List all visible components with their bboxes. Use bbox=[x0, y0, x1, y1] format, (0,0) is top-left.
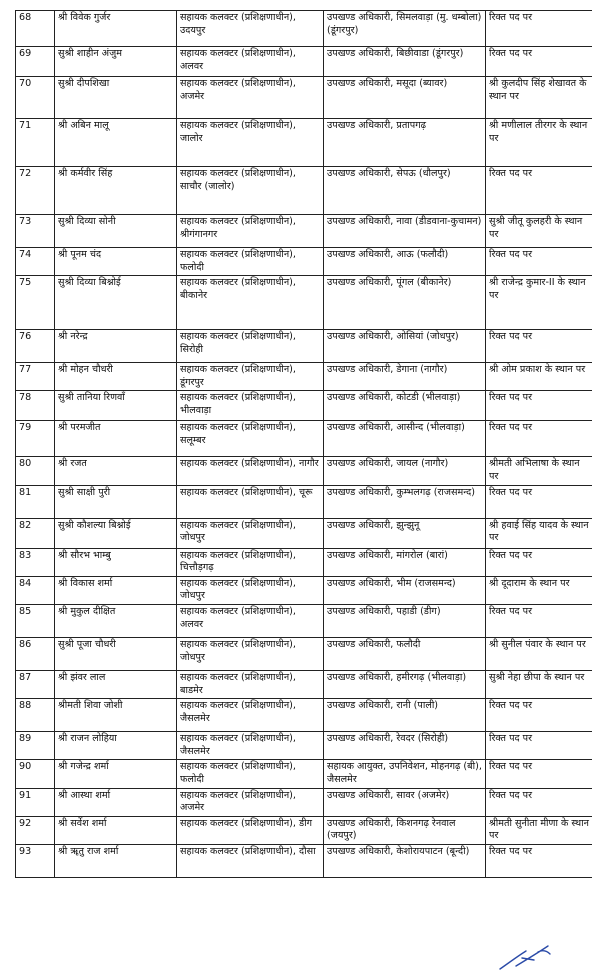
remark-cell: रिक्त पद पर bbox=[486, 330, 592, 363]
remark-cell: रिक्त पद पर bbox=[486, 788, 592, 816]
officer-name-cell: श्री कर्मवीर सिंह bbox=[55, 167, 177, 215]
table-row bbox=[16, 391, 592, 421]
current-post-cell: सहायक कलक्टर (प्रशिक्षणाधीन), भीलवाड़ा bbox=[177, 391, 324, 421]
officer-name-cell: श्री विकास शर्मा bbox=[55, 576, 177, 604]
table-row bbox=[16, 363, 592, 391]
new-posting-cell: उपखण्ड अधिकारी, केशोरायपाटन (बून्दी) bbox=[324, 844, 486, 877]
table-row bbox=[16, 11, 592, 47]
officer-name-cell: श्री सौरभ भाम्बु bbox=[55, 548, 177, 576]
table-row bbox=[16, 215, 592, 248]
serial-number-cell: 92 bbox=[16, 816, 55, 844]
remark-cell: रिक्त पद पर bbox=[486, 548, 592, 576]
serial-number-cell: 84 bbox=[16, 576, 55, 604]
table-row bbox=[16, 276, 592, 330]
serial-number-cell: 68 bbox=[16, 11, 55, 47]
remark-cell: रिक्त पद पर bbox=[486, 485, 592, 518]
table-row bbox=[16, 844, 592, 877]
table-row bbox=[16, 732, 592, 760]
serial-number-cell: 89 bbox=[16, 732, 55, 760]
table-row bbox=[16, 167, 592, 215]
serial-number-cell: 91 bbox=[16, 788, 55, 816]
new-posting-cell: उपखण्ड अधिकारी, प्रतापगढ़ bbox=[324, 119, 486, 167]
new-posting-cell: उपखण्ड अधिकारी, भीम (राजसमन्द) bbox=[324, 576, 486, 604]
new-posting-cell: उपखण्ड अधिकारी, कुम्भलगढ़ (राजसमन्द) bbox=[324, 485, 486, 518]
officer-name-cell: श्री विवेक गुर्जर bbox=[55, 11, 177, 47]
serial-number-cell: 77 bbox=[16, 363, 55, 391]
signature-mark bbox=[496, 942, 556, 972]
current-post-cell: सहायक कलक्टर (प्रशिक्षणाधीन), दौसा bbox=[177, 844, 324, 877]
current-post-cell: सहायक कलक्टर (प्रशिक्षणाधीन), बाडमेर bbox=[177, 670, 324, 698]
table-row bbox=[16, 548, 592, 576]
serial-number-cell: 69 bbox=[16, 47, 55, 77]
officer-name-cell: श्री पूनम चंद bbox=[55, 248, 177, 276]
current-post-cell: सहायक कलक्टर (प्रशिक्षणाधीन), फलोदी bbox=[177, 760, 324, 788]
table-row bbox=[16, 816, 592, 844]
officer-name-cell: श्री अबिन मालू bbox=[55, 119, 177, 167]
officer-name-cell: सुश्री तानिया रिणवाँ bbox=[55, 391, 177, 421]
current-post-cell: सहायक कलक्टर (प्रशिक्षणाधीन), डूंगरपुर bbox=[177, 363, 324, 391]
table-row bbox=[16, 485, 592, 518]
new-posting-cell: उपखण्ड अधिकारी, सावर (अजमेर) bbox=[324, 788, 486, 816]
serial-number-cell: 80 bbox=[16, 457, 55, 485]
officer-name-cell: सुश्री दिव्या सोनी bbox=[55, 215, 177, 248]
remark-cell: श्री ओम प्रकाश के स्थान पर bbox=[486, 363, 592, 391]
remark-cell: श्री कुलदीप सिंह शेखावत के स्थान पर bbox=[486, 77, 592, 119]
new-posting-cell: उपखण्ड अधिकारी, मसूदा (ब्यावर) bbox=[324, 77, 486, 119]
officer-name-cell: श्री रजत bbox=[55, 457, 177, 485]
new-posting-cell: उपखण्ड अधिकारी, डेगाना (नागौर) bbox=[324, 363, 486, 391]
remark-cell: सुश्री जीतू कुलहरी के स्थान पर bbox=[486, 215, 592, 248]
remark-cell: रिक्त पद पर bbox=[486, 47, 592, 77]
table-row bbox=[16, 248, 592, 276]
current-post-cell: सहायक कलक्टर (प्रशिक्षणाधीन), नागौर bbox=[177, 457, 324, 485]
current-post-cell: सहायक कलक्टर (प्रशिक्षणाधीन), जैसलमेर bbox=[177, 732, 324, 760]
current-post-cell: सहायक कलक्टर (प्रशिक्षणाधीन), अजमेर bbox=[177, 77, 324, 119]
new-posting-cell: उपखण्ड अधिकारी, ओसियां (जोधपुर) bbox=[324, 330, 486, 363]
serial-number-cell: 86 bbox=[16, 637, 55, 670]
table-row bbox=[16, 77, 592, 119]
remark-cell: रिक्त पद पर bbox=[486, 760, 592, 788]
table-row bbox=[16, 670, 592, 698]
officer-name-cell: श्रीमती शिवा जोशी bbox=[55, 699, 177, 732]
remark-cell: रिक्त पद पर bbox=[486, 699, 592, 732]
table-row bbox=[16, 788, 592, 816]
current-post-cell: सहायक कलक्टर (प्रशिक्षणाधीन), श्रीगंगानगर bbox=[177, 215, 324, 248]
serial-number-cell: 83 bbox=[16, 548, 55, 576]
serial-number-cell: 73 bbox=[16, 215, 55, 248]
table-row bbox=[16, 119, 592, 167]
current-post-cell: सहायक कलक्टर (प्रशिक्षणाधीन), जालोर bbox=[177, 119, 324, 167]
remark-cell: रिक्त पद पर bbox=[486, 421, 592, 457]
current-post-cell: सहायक कलक्टर (प्रशिक्षणाधीन), सलूम्बर bbox=[177, 421, 324, 457]
remark-cell: रिक्त पद पर bbox=[486, 604, 592, 637]
current-post-cell: सहायक कलक्टर (प्रशिक्षणाधीन), चूरू bbox=[177, 485, 324, 518]
new-posting-cell: उपखण्ड अधिकारी, सिमलवाड़ा (मु. धम्बोला) (डूंगरपुर) bbox=[324, 11, 486, 47]
new-posting-cell: उपखण्ड अधिकारी, नावा (डीडवाना-कुचामन) bbox=[324, 215, 486, 248]
new-posting-cell: उपखण्ड अधिकारी, फलौदी bbox=[324, 637, 486, 670]
current-post-cell: सहायक कलक्टर (प्रशिक्षणाधीन), फलोदी bbox=[177, 248, 324, 276]
new-posting-cell: उपखण्ड अधिकारी, आऊ (फलौदी) bbox=[324, 248, 486, 276]
remark-cell: श्रीमती अभिलाषा के स्थान पर bbox=[486, 457, 592, 485]
new-posting-cell: उपखण्ड अधिकारी, कोटडी (भीलवाड़ा) bbox=[324, 391, 486, 421]
officer-name-cell: श्री आस्था शर्मा bbox=[55, 788, 177, 816]
serial-number-cell: 79 bbox=[16, 421, 55, 457]
officer-name-cell: सुश्री पूजा चौधरी bbox=[55, 637, 177, 670]
serial-number-cell: 74 bbox=[16, 248, 55, 276]
current-post-cell: सहायक कलक्टर (प्रशिक्षणाधीन), सिरोही bbox=[177, 330, 324, 363]
remark-cell: रिक्त पद पर bbox=[486, 167, 592, 215]
serial-number-cell: 85 bbox=[16, 604, 55, 637]
table-row bbox=[16, 47, 592, 77]
remark-cell: रिक्त पद पर bbox=[486, 248, 592, 276]
new-posting-cell: उपखण्ड अधिकारी, हमीरगढ़ (भीलवाड़ा) bbox=[324, 670, 486, 698]
remark-cell: श्री दूदाराम के स्थान पर bbox=[486, 576, 592, 604]
table-row bbox=[16, 518, 592, 548]
officer-name-cell: सुश्री दिव्या बिश्नोई bbox=[55, 276, 177, 330]
table-row bbox=[16, 330, 592, 363]
officer-name-cell: सुश्री साक्षी पुरी bbox=[55, 485, 177, 518]
table-row bbox=[16, 699, 592, 732]
posting-table-body bbox=[16, 11, 592, 878]
posting-table bbox=[15, 10, 592, 878]
current-post-cell: सहायक कलक्टर (प्रशिक्षणाधीन), जोधपुर bbox=[177, 518, 324, 548]
remark-cell: श्री हवाई सिंह यादव के स्थान पर bbox=[486, 518, 592, 548]
officer-name-cell: सुश्री कौशल्या बिश्नोई bbox=[55, 518, 177, 548]
new-posting-cell: उपखण्ड अधिकारी, किशनगढ़ रेनवाल (जयपुर) bbox=[324, 816, 486, 844]
remark-cell: रिक्त पद पर bbox=[486, 844, 592, 877]
officer-name-cell: श्री गजेन्द्र शर्मा bbox=[55, 760, 177, 788]
new-posting-cell: उपखण्ड अधिकारी, झुन्झुनू bbox=[324, 518, 486, 548]
officer-name-cell: सुश्री शाहीन अंजुम bbox=[55, 47, 177, 77]
remark-cell: श्री राजेन्द्र कुमार-II के स्थान पर bbox=[486, 276, 592, 330]
new-posting-cell: उपखण्ड अधिकारी, जायल (नागौर) bbox=[324, 457, 486, 485]
serial-number-cell: 90 bbox=[16, 760, 55, 788]
table-row bbox=[16, 421, 592, 457]
remark-cell: रिक्त पद पर bbox=[486, 11, 592, 47]
remark-cell: सुश्री नेहा छीपा के स्थान पर bbox=[486, 670, 592, 698]
serial-number-cell: 82 bbox=[16, 518, 55, 548]
serial-number-cell: 87 bbox=[16, 670, 55, 698]
current-post-cell: सहायक कलक्टर (प्रशिक्षणाधीन), उदयपुर bbox=[177, 11, 324, 47]
officer-name-cell: श्री झंवर लाल bbox=[55, 670, 177, 698]
current-post-cell: सहायक कलक्टर (प्रशिक्षणाधीन), साचौर (जालोर) bbox=[177, 167, 324, 215]
new-posting-cell: उपखण्ड अधिकारी, बिछीवाडा (डूंगरपुर) bbox=[324, 47, 486, 77]
serial-number-cell: 93 bbox=[16, 844, 55, 877]
table-row bbox=[16, 604, 592, 637]
new-posting-cell: उपखण्ड अधिकारी, पहाडी (डीग) bbox=[324, 604, 486, 637]
officer-name-cell: श्री ॠतु राज शर्मा bbox=[55, 844, 177, 877]
new-posting-cell: उपखण्ड अधिकारी, रेवदर (सिरोही) bbox=[324, 732, 486, 760]
serial-number-cell: 72 bbox=[16, 167, 55, 215]
remark-cell: श्री सुनील पंवार के स्थान पर bbox=[486, 637, 592, 670]
serial-number-cell: 81 bbox=[16, 485, 55, 518]
new-posting-cell: उपखण्ड अधिकारी, पूंगल (बीकानेर) bbox=[324, 276, 486, 330]
current-post-cell: सहायक कलक्टर (प्रशिक्षणाधीन), अजमेर bbox=[177, 788, 324, 816]
table-row bbox=[16, 637, 592, 670]
current-post-cell: सहायक कलक्टर (प्रशिक्षणाधीन), जोधपुर bbox=[177, 637, 324, 670]
officer-name-cell: सुश्री दीपशिखा bbox=[55, 77, 177, 119]
officer-name-cell: श्री मोहन चौधरी bbox=[55, 363, 177, 391]
serial-number-cell: 70 bbox=[16, 77, 55, 119]
new-posting-cell: उपखण्ड अधिकारी, मांगरोल (बारां) bbox=[324, 548, 486, 576]
officer-name-cell: श्री परमजीत bbox=[55, 421, 177, 457]
current-post-cell: सहायक कलक्टर (प्रशिक्षणाधीन), डीग bbox=[177, 816, 324, 844]
current-post-cell: सहायक कलक्टर (प्रशिक्षणाधीन), जैसलमेर bbox=[177, 699, 324, 732]
table-row bbox=[16, 760, 592, 788]
new-posting-cell: उपखण्ड अधिकारी, आसीन्द (भीलवाड़ा) bbox=[324, 421, 486, 457]
serial-number-cell: 71 bbox=[16, 119, 55, 167]
new-posting-cell: उपखण्ड अधिकारी, सेपऊ (धौलपुर) bbox=[324, 167, 486, 215]
serial-number-cell: 78 bbox=[16, 391, 55, 421]
remark-cell: श्रीमती सुनीता मीणा के स्थान पर bbox=[486, 816, 592, 844]
serial-number-cell: 76 bbox=[16, 330, 55, 363]
remark-cell: रिक्त पद पर bbox=[486, 391, 592, 421]
table-row bbox=[16, 457, 592, 485]
current-post-cell: सहायक कलक्टर (प्रशिक्षणाधीन), बीकानेर bbox=[177, 276, 324, 330]
officer-name-cell: श्री मुकुल दीक्षित bbox=[55, 604, 177, 637]
officer-name-cell: श्री राजन लोहिया bbox=[55, 732, 177, 760]
new-posting-cell: उपखण्ड अधिकारी, रानी (पाली) bbox=[324, 699, 486, 732]
table-row bbox=[16, 576, 592, 604]
current-post-cell: सहायक कलक्टर (प्रशिक्षणाधीन), अलवर bbox=[177, 604, 324, 637]
remark-cell: श्री मणीलाल तीरगर के स्थान पर bbox=[486, 119, 592, 167]
officer-name-cell: श्री सर्वेश शर्मा bbox=[55, 816, 177, 844]
officer-name-cell: श्री नरेन्द्र bbox=[55, 330, 177, 363]
current-post-cell: सहायक कलक्टर (प्रशिक्षणाधीन), अलवर bbox=[177, 47, 324, 77]
current-post-cell: सहायक कलक्टर (प्रशिक्षणाधीन), जोधपुर bbox=[177, 576, 324, 604]
new-posting-cell: सहायक आयुक्त, उपनिवेशन, मोहनगढ़ (बी), जैसलमेर bbox=[324, 760, 486, 788]
serial-number-cell: 88 bbox=[16, 699, 55, 732]
remark-cell: रिक्त पद पर bbox=[486, 732, 592, 760]
serial-number-cell: 75 bbox=[16, 276, 55, 330]
current-post-cell: सहायक कलक्टर (प्रशिक्षणाधीन), चित्तौड़गढ़ bbox=[177, 548, 324, 576]
